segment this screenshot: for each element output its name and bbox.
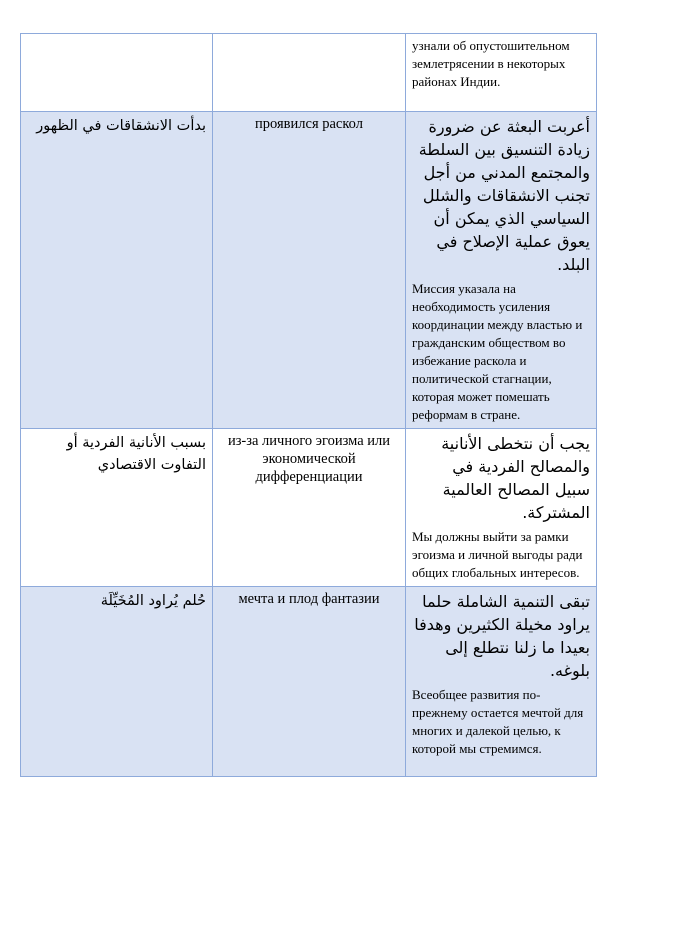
arabic-term: حُلم يُراود المُخَيِّلَة [100, 593, 206, 609]
russian-term: из-за личного эгоизма или экономической дифференциации [227, 433, 391, 485]
russian-term-cell [213, 429, 406, 587]
example-russian: Миссия указала на необходимость усиления координации между властью и гражданским обществом во избежание раскола и политической стагнации, которая может помешать реформам в стране. [412, 281, 583, 422]
russian-term-cell [213, 587, 406, 777]
arabic-term: بسبب الأنانية الفردية أو التفاوت الاقتصادي [66, 435, 206, 473]
russian-term: проявился раскол [255, 116, 363, 132]
arabic-term-cell [21, 429, 213, 587]
russian-term: мечта и плод фантазии [238, 591, 380, 607]
example-cell [406, 112, 597, 429]
example-arabic: تبقى التنمية الشاملة حلما يراود مخيلة الكثيرين وهدفا بعيدا ما زلنا نتطلع إلى بلوغه. [414, 592, 590, 680]
example-cell [406, 34, 597, 112]
glossary-table [20, 33, 597, 777]
example-russian: узнали об опустошительном землетрясении в некоторых районах Индии. [412, 38, 570, 89]
example-russian: Мы должны выйти за рамки эгоизма и личной выгоды ради общих глобальных интересов. [412, 529, 583, 580]
table-row [21, 34, 597, 112]
arabic-term: بدأت الانشقاقات في الظهور [36, 118, 206, 134]
example-russian: Всеобщее развития по-прежнему остается мечтой для многих и далекой целью, к которой мы стремимся. [412, 687, 584, 756]
arabic-term-cell [21, 34, 213, 112]
russian-term-cell [213, 34, 406, 112]
example-cell [406, 429, 597, 587]
russian-term-cell [213, 112, 406, 429]
table-row [21, 429, 597, 587]
example-arabic: يجب أن نتخطى الأنانية والمصالح الفردية في سبيل المصالح العالمية المشتركة. [441, 434, 590, 522]
table-row [21, 587, 597, 777]
example-arabic: أعربت البعثة عن ضرورة زيادة التنسيق بين السلطة والمجتمع المدني من أجل تجنب الانشقاقات والشلل السياسي الذي يمكن أن يعوق عملية الإصلاح في البلد. [418, 117, 590, 274]
arabic-term-cell [21, 587, 213, 777]
example-cell [406, 587, 597, 777]
arabic-term-cell [21, 112, 213, 429]
table-row [21, 112, 597, 429]
